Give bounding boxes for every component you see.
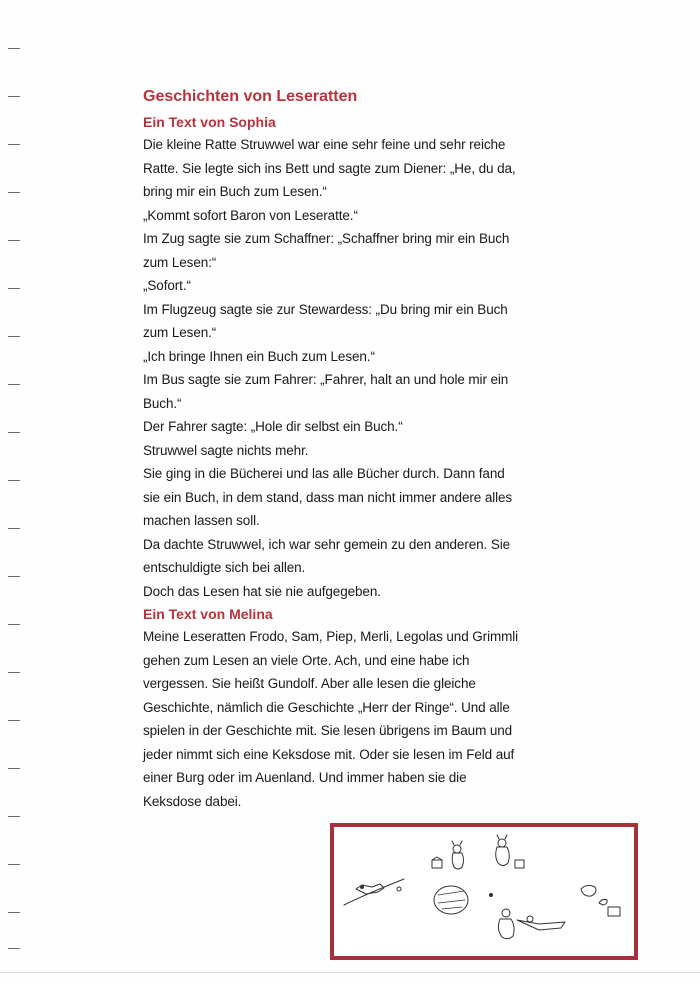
text-line: einer Burg oder im Auenland. Und immer haben sie die: [143, 770, 467, 785]
document-title: Geschichten von Leseratten: [143, 88, 358, 105]
margin-tick: [8, 864, 20, 865]
text-line: entschuldigte sich bei allen.: [143, 560, 306, 575]
margin-tick: [8, 768, 20, 769]
margin-tick: [8, 528, 20, 529]
text-line: Im Zug sagte sie zum Schaffner: „Schaffner bring mir ein Buch: [143, 231, 510, 246]
text-line: bring mir ein Buch zum Lesen.“: [143, 184, 327, 199]
text-line: vergessen. Sie heißt Gundolf. Aber alle lesen die gleiche: [143, 676, 476, 691]
text-line: Buch.“: [143, 395, 182, 411]
margin-tick: [8, 240, 20, 241]
cookie-tin: [515, 860, 524, 868]
margin-tick: [8, 96, 20, 97]
text-line: Struwwel sagte nichts mehr.: [143, 442, 309, 458]
text-line: „Sofort.“: [143, 278, 191, 293]
text-line: Im Bus sagte sie zum Fahrer: „Fahrer, halt an und hole mir ein: [143, 372, 509, 387]
rat-head: [453, 845, 461, 853]
page-bottom-edge: [0, 972, 700, 973]
margin-tick: [8, 720, 20, 721]
margin-tick: [8, 576, 20, 577]
text-line: Geschichte, nämlich die Geschichte „Herr der Ringe“. Und alle: [143, 699, 510, 715]
text-line: Im Flugzeug sagte sie zur Stewardess: „Du bring mir ein Buch: [143, 301, 508, 317]
story-sophia: [143, 133, 563, 603]
margin-tick: [8, 192, 20, 193]
rat-body: [498, 919, 514, 939]
margin-tick: [8, 912, 20, 913]
text-line: „Ich bringe Ihnen ein Buch zum Lesen.“: [143, 348, 375, 364]
rat-figure-lying: [517, 920, 565, 930]
rat-head: [498, 839, 506, 847]
cookie-tin: [432, 860, 442, 868]
margin-tick: [8, 624, 20, 625]
text-line: Keksdose dabei.: [143, 793, 242, 809]
section-heading-melina: Ein Text von Melina: [143, 606, 273, 622]
text-line: jeder nimmt sich eine Keksdose mit. Oder sie lesen im Feld auf: [143, 746, 515, 762]
text-line: Sie ging in die Bücherei und las alle Bücher durch. Dann fand: [143, 466, 505, 481]
text-line: gehen zum Lesen an viele Orte. Ach, und eine habe ich: [143, 652, 470, 668]
text-line: Da dachte Struwwel, ich war sehr gemein zu den anderen. Sie: [143, 536, 511, 552]
text-line: Ratte. Sie legte sich ins Bett und sagte zum Diener: „He, du da,: [143, 160, 516, 176]
margin-tick: [8, 816, 20, 817]
text-line: Die kleine Ratte Struwwel war eine sehr feine und sehr reiche: [143, 137, 506, 152]
rat-figure-right: [581, 885, 596, 896]
margin-tick: [8, 144, 20, 145]
margin-tick: [8, 384, 20, 385]
margin-tick: [8, 480, 20, 481]
margin-tick: [8, 948, 20, 949]
illustration-frame: [330, 823, 638, 960]
margin-tick: [8, 48, 20, 49]
text-line: Der Fahrer sagte: „Hole dir selbst ein Buch.“: [143, 419, 403, 434]
text-line: „Kommt sofort Baron von Leseratte.“: [143, 207, 358, 223]
text-line: sie ein Buch, in dem stand, dass man nicht immer andere alles: [143, 489, 513, 505]
rat-body: [452, 853, 463, 869]
margin-tick: [8, 288, 20, 289]
hill-line: [344, 879, 404, 905]
section-heading-sophia: Ein Text von Sophia: [143, 114, 276, 130]
text-line: zum Lesen.“: [143, 325, 217, 340]
margin-tick: [8, 672, 20, 673]
margin-tick: [8, 432, 20, 433]
document-body: [143, 86, 563, 813]
rat-head: [502, 909, 510, 917]
text-line: Doch das Lesen hat sie nie aufgegeben.: [143, 583, 381, 599]
text-line: zum Lesen:“: [143, 254, 217, 270]
rat-drawing-illustration: [334, 827, 634, 956]
rat-body: [496, 847, 510, 866]
text-line: machen lassen soll.: [143, 513, 260, 528]
text-line: Meine Leseratten Frodo, Sam, Piep, Merli, Legolas und Grimmli: [143, 629, 519, 644]
story-melina: [143, 625, 563, 813]
text-line: spielen in der Geschichte mit. Sie lesen übrigens im Baum und: [143, 723, 513, 738]
margin-tick: [8, 336, 20, 337]
book-right: [608, 907, 620, 916]
